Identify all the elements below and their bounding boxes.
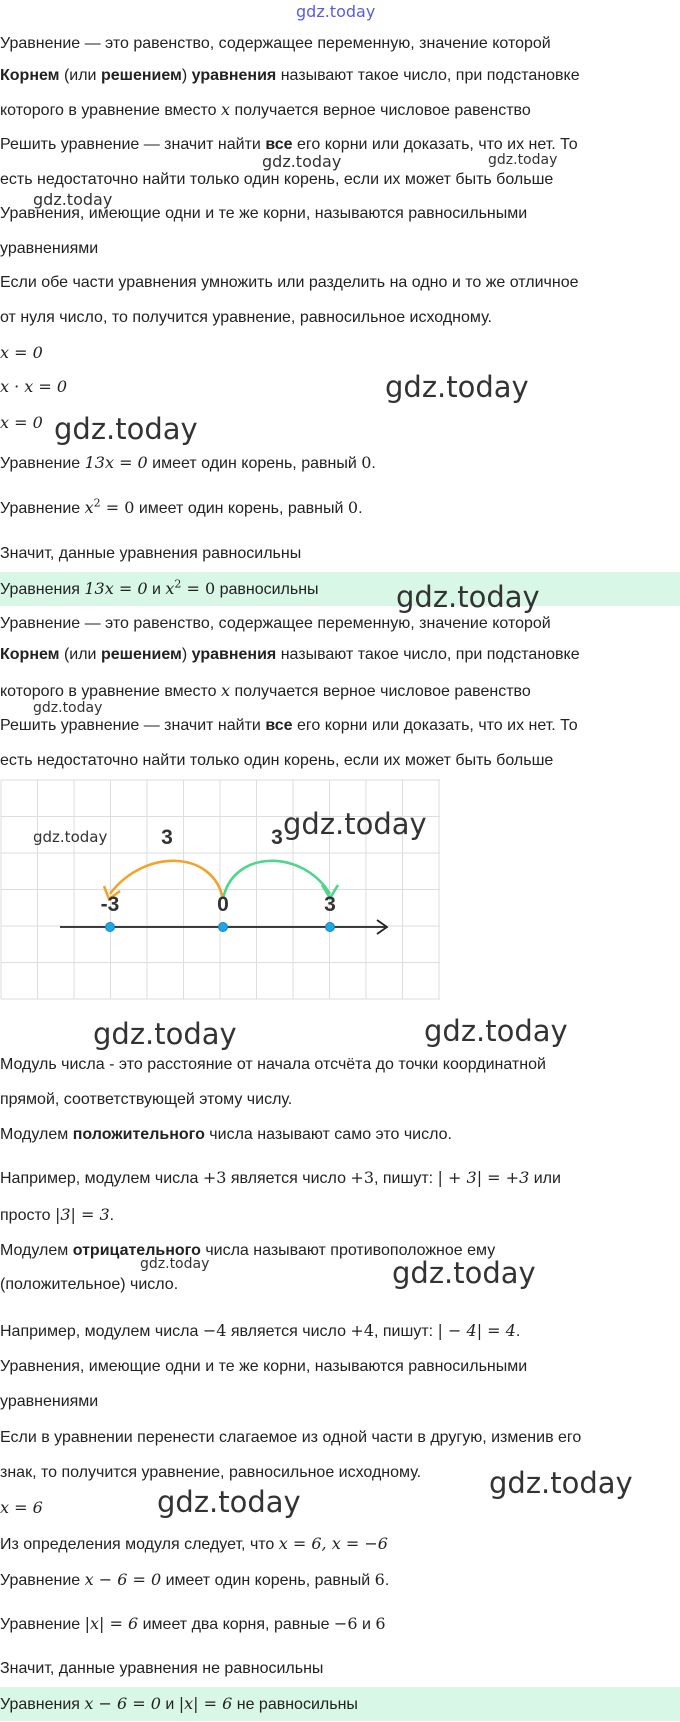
point-label-3: 3	[324, 893, 336, 916]
definition-root	[0, 59, 680, 93]
left-jump-label: 3	[161, 826, 173, 849]
math-value: −6	[333, 1614, 358, 1633]
rule-continued: знак, то получится уравнение, равносильное исходному.	[0, 1464, 422, 1481]
math-exponent: 2	[93, 496, 101, 510]
text: Решить уравнение — значит найти	[0, 136, 266, 153]
watermark: gdz.today	[33, 190, 113, 209]
modulus-follows	[0, 1527, 680, 1561]
text: Из определения модуля следует, что	[0, 1536, 279, 1553]
math: +3	[350, 1168, 374, 1187]
watermark: gdz.today	[424, 1014, 568, 1048]
point-label-0: 0	[217, 893, 229, 916]
variable: x	[221, 681, 231, 700]
definition-root	[0, 638, 680, 672]
math-equation: 13x = 0	[84, 579, 148, 598]
text: .	[384, 1572, 390, 1589]
text: его корни или доказать, что их нет. То	[292, 136, 578, 153]
text: (или	[59, 646, 101, 663]
definition-solve-continued: есть недостаточно найти только один корень, если их может быть больше	[0, 752, 554, 769]
modulus-negative-continued: (положительное) число.	[0, 1276, 179, 1293]
text: Решить уравнение — значит найти	[0, 717, 266, 734]
term-all: все	[265, 717, 293, 734]
modulus-positive	[0, 1118, 680, 1152]
claim-square	[0, 491, 680, 525]
text: )	[181, 646, 192, 663]
text: Уравнение	[0, 1572, 85, 1589]
text: которого в уравнение вместо	[0, 102, 222, 119]
claim-modulus	[0, 1607, 680, 1641]
term-root: Корнем	[0, 67, 60, 84]
math: +3	[202, 1168, 227, 1187]
text: называют такое число, при подстановке	[276, 646, 580, 663]
text: или	[529, 1170, 561, 1187]
point-0	[219, 923, 228, 932]
equation-b: x · x = 0	[0, 377, 68, 396]
modulus-definition: Модуль числа - это расстояние от начала отсчёта до точки координатной	[0, 1056, 546, 1073]
watermark: gdz.today	[489, 1466, 633, 1500]
term-all: все	[265, 136, 293, 153]
text: .	[358, 500, 363, 517]
rule-continued: от нуля число, то получится уравнение, равносильное исходному.	[0, 309, 492, 326]
math-equation: |x| = 6	[178, 1694, 233, 1713]
left-jump-arc	[110, 861, 223, 899]
text: .	[515, 1323, 521, 1340]
text: является число	[226, 1170, 351, 1187]
definition-solve-continued: есть недостаточно найти только один корень, если их может быть больше	[0, 171, 554, 188]
watermark: gdz.today	[54, 412, 198, 446]
watermark: gdz.today	[33, 700, 103, 716]
point-label-minus-3: -3	[100, 893, 120, 916]
math-base: x	[84, 498, 94, 517]
claim-linear	[0, 1563, 680, 1597]
text: просто	[0, 1207, 55, 1224]
text: равносильны	[215, 581, 319, 598]
modulus-example-1	[0, 1161, 680, 1195]
equivalent-definition: Уравнения, имеющие одни и те же корни, называются равносильными	[0, 205, 528, 222]
equivalent-definition-continued: уравнениями	[0, 240, 99, 257]
watermark: gdz.today	[262, 152, 342, 171]
term-equation: уравнения	[191, 646, 277, 663]
math: +4	[350, 1321, 374, 1340]
right-jump-arc	[223, 861, 330, 899]
right-jump-label: 3	[271, 826, 283, 849]
watermark: gdz.today	[140, 1256, 210, 1272]
watermark: gdz.today	[93, 1017, 237, 1051]
math-value: 6	[375, 1614, 386, 1633]
rule: Если в уравнении перенести слагаемое из одной части в другую, изменив его	[0, 1429, 582, 1446]
text: которого в уравнение вместо	[0, 683, 222, 700]
text: (или	[59, 67, 101, 84]
math: |3| = 3	[54, 1205, 110, 1224]
text: .	[371, 455, 376, 472]
text: получается верное числовое равенство	[230, 102, 531, 119]
text: Модулем	[0, 1242, 73, 1259]
variable: x	[221, 100, 231, 119]
text: является число	[226, 1323, 351, 1340]
text: Уравнения	[0, 1696, 85, 1713]
math: −4	[202, 1321, 227, 1340]
definition-equation: Уравнение — это равенство, содержащее переменную, значение которой	[0, 615, 551, 632]
text: , пишут:	[374, 1323, 438, 1340]
text: и	[357, 1616, 376, 1633]
point-3	[326, 923, 335, 932]
watermark: gdz.today	[33, 828, 108, 846]
text: имеет один корень, равный	[134, 500, 348, 517]
final-statement	[0, 572, 680, 606]
text: его корни или доказать, что их нет. То	[292, 717, 578, 734]
header-watermark: gdz.today	[296, 2, 376, 21]
text: имеет два корня, равные	[138, 1616, 334, 1633]
term-solution: решением	[100, 646, 182, 663]
term-equation: уравнения	[191, 67, 277, 84]
point-minus-3	[106, 923, 115, 932]
text: Модулем	[0, 1126, 73, 1143]
watermark: gdz.today	[392, 1256, 536, 1290]
term-solution: решением	[100, 67, 182, 84]
text: числа называют противоположное ему	[200, 1242, 496, 1259]
definition-equation: Уравнение — это равенство, содержащее переменную, значение которой	[0, 35, 551, 52]
text: Уравнение	[0, 455, 85, 472]
term-negative: отрицательного	[72, 1242, 201, 1259]
text: имеет один корень, равный	[147, 455, 362, 472]
text: Например, модулем числа	[0, 1323, 203, 1340]
math-base: x	[165, 579, 175, 598]
math-value: 6	[374, 1570, 385, 1589]
math-exponent: 2	[174, 577, 182, 591]
math-equation: |x| = 6	[84, 1614, 139, 1633]
math: x = 0	[0, 413, 43, 432]
claim-linear	[0, 446, 680, 480]
text: называют такое число, при подстановке	[276, 67, 580, 84]
text: Например, модулем числа	[0, 1170, 203, 1187]
rule: Если обе части уравнения умножить или разделить на одно и то же отличное	[0, 274, 579, 291]
math-rest: = 0	[181, 579, 216, 598]
math-equation: 13x = 0	[84, 453, 148, 472]
text: Уравнение	[0, 500, 85, 517]
math-value: 0	[361, 453, 372, 472]
watermark: gdz.today	[283, 807, 427, 841]
conclusion: Значит, данные уравнения равносильны	[0, 545, 302, 562]
watermark: gdz.today	[396, 580, 540, 614]
text: Уравнение	[0, 1616, 85, 1633]
term-positive: положительного	[72, 1126, 205, 1143]
text: не равносильны	[232, 1696, 358, 1713]
math-equation: x − 6 = 0	[84, 1694, 161, 1713]
equation-a: x = 0	[0, 343, 43, 362]
modulus-example-1-continued	[0, 1198, 680, 1232]
equation-a: x = 6	[0, 1498, 43, 1517]
text: имеет один корень, равный	[161, 1572, 375, 1589]
math: | − 4| = 4	[437, 1321, 516, 1340]
equivalent-definition: Уравнения, имеющие одни и те же корни, называются равносильными	[0, 1358, 528, 1375]
text: числа называют само это число.	[204, 1126, 452, 1143]
modulus-negative	[0, 1234, 680, 1268]
conclusion: Значит, данные уравнения не равносильны	[0, 1660, 324, 1677]
text: .	[109, 1207, 115, 1224]
math: x = 6, x = −6	[278, 1534, 388, 1553]
math-value: 0	[347, 498, 359, 517]
text: и	[147, 581, 166, 598]
watermark: gdz.today	[488, 152, 558, 168]
definition-root-continued	[0, 93, 680, 127]
watermark: gdz.today	[157, 1485, 301, 1519]
text: Уравнения	[0, 581, 85, 598]
math-equation: x − 6 = 0	[84, 1570, 162, 1589]
term-root: Корнем	[0, 646, 60, 663]
text: , пишут:	[374, 1170, 438, 1187]
watermark: gdz.today	[385, 370, 529, 404]
text: получается верное числовое равенство	[230, 683, 531, 700]
math-rest: = 0	[100, 498, 135, 517]
modulus-example-2	[0, 1314, 680, 1348]
modulus-definition-continued: прямой, соответствующей этому числу.	[0, 1091, 293, 1108]
equivalent-definition-continued: уравнениями	[0, 1393, 99, 1410]
text: и	[160, 1696, 179, 1713]
math: | + 3| = +3	[437, 1168, 530, 1187]
text: )	[181, 67, 192, 84]
final-statement	[0, 1687, 680, 1721]
